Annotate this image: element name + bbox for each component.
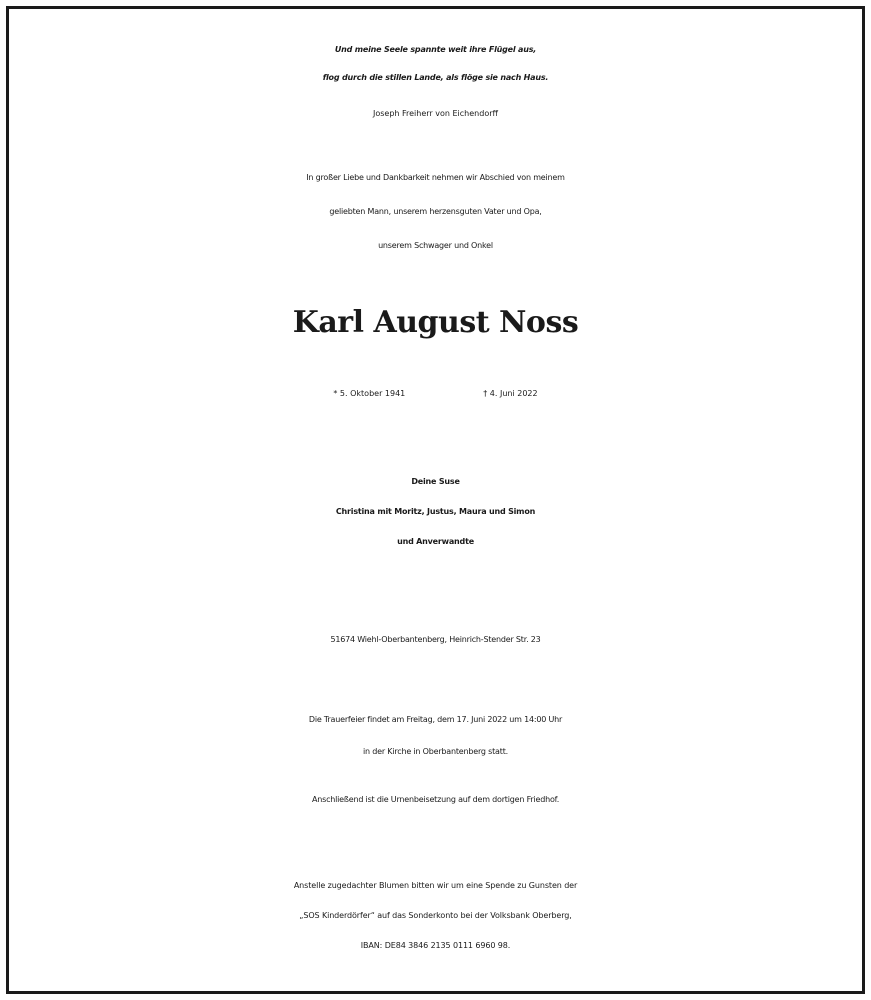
service-line: Anschließend ist die Urnenbeisetzung auf dem dortigen Friedhof. (311, 795, 560, 804)
service-line: in der Kirche in Oberbantenberg statt. (363, 747, 508, 756)
family-line: und Anverwandte (397, 537, 474, 546)
donation-line: Anstelle zugedachter Blumen bitten wir um eine Spende zu Gunsten der (293, 881, 578, 890)
family-line: Deine Suse (411, 477, 460, 486)
quote-line: flog durch die stillen Lande, als flöge sie nach Haus. (322, 73, 549, 82)
life-dates (9, 389, 862, 398)
intro-line: unserem Schwager und Onkel (378, 241, 493, 250)
intro-line: geliebten Mann, unserem herzensguten Vater und Opa, (329, 207, 542, 216)
deceased-name: Karl August Noss (292, 305, 579, 340)
death-date: † 4. Juni 2022 (483, 389, 538, 398)
family-line: Christina mit Moritz, Justus, Maura und Simon (335, 507, 536, 516)
birth-date: * 5. Oktober 1941 (333, 389, 406, 398)
donation-line: „SOS Kinderdörfer“ auf das Sonderkonto bei der Volksbank Oberberg, (299, 911, 572, 920)
donation-line: IBAN: DE84 3846 2135 0111 6960 98. (360, 941, 511, 950)
obituary-notice (6, 6, 865, 994)
intro-line: In großer Liebe und Dankbarkeit nehmen wir Abschied von meinem (306, 173, 565, 182)
quote-author: Joseph Freiherr von Eichendorff (372, 109, 499, 118)
service-line: Die Trauerfeier findet am Freitag, dem 17. Juni 2022 um 14:00 Uhr (308, 715, 563, 724)
quote-line: Und meine Seele spannte weit ihre Flügel aus, (334, 45, 537, 54)
address: 51674 Wiehl-Oberbantenberg, Heinrich-Stender Str. 23 (330, 635, 541, 644)
